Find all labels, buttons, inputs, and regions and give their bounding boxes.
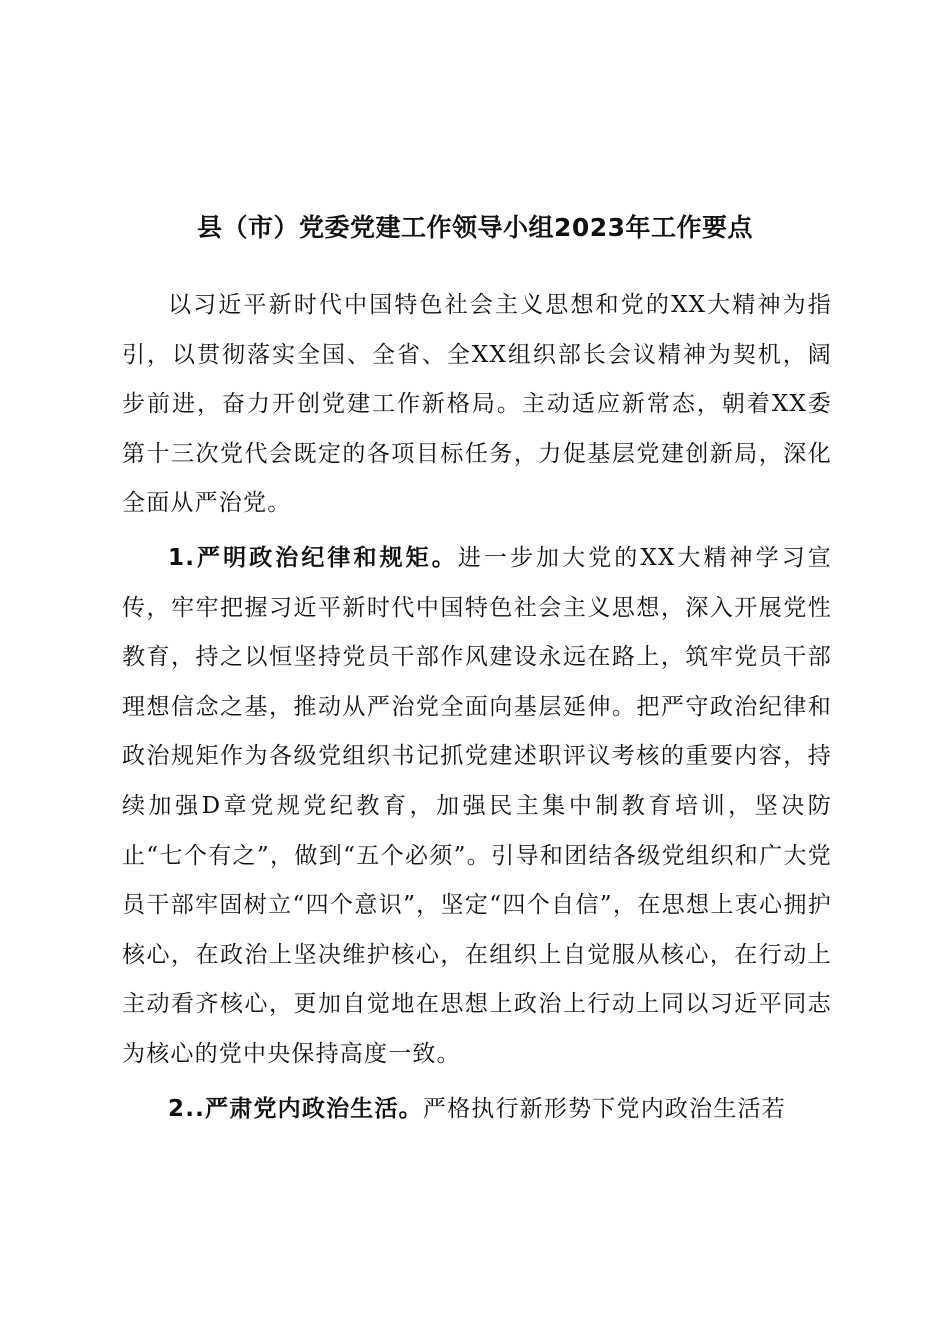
document-body bbox=[122, 281, 832, 1134]
section-1-paragraph bbox=[122, 534, 832, 1080]
paragraph-text: 以习近平新时代中国特色社会主义思想和党的XX大精神为指引，以贯彻落实全国、全省、全XX组织部长会议精神为契机，阔步前进，奋力开创党建工作新格局。主动适应新常态，朝着XX委第十三次党代会既定的各项目标任务，力促基层党建创新局，深化全面从严治党。 bbox=[122, 292, 832, 517]
document-title: 县（市）党委党建工作领导小组2023年工作要点 bbox=[196, 213, 754, 242]
section-2-heading: 2..严肃党内政治生活。 bbox=[168, 1095, 423, 1122]
intro-paragraph bbox=[122, 281, 832, 529]
section-1-heading: 1.严明政治纪律和规矩。 bbox=[168, 544, 458, 571]
paragraph-text: 进一步加大党的XX大精神学习宣传，牢牢把握习近平新时代中国特色社会主义思想，深入开展党性教育，持之以恒坚持党员干部作风建设永远在路上，筑牢党员干部理想信念之基，推动从严治党全面向基层延伸。把严守政治纪律和政治规矩作为各级党组织书记抓党建述职评议考核的重要内容，持续加强D章党规党纪教育，加强民主集中制教育培训，坚决防止“七个有之”，做到“五个必须”。引导和团结各级党组织和广大党员干部牢固树立“四个意识”，坚定“四个自信”，在思想上衷心拥护核心，在政治上坚决维护核心，在组织上自觉服从核心，在行动上主动看齐核心，更加自觉地在思想上政治上行动上同以习近平同志为核心的党中央保持高度一致。 bbox=[122, 544, 832, 1067]
section-2-paragraph bbox=[122, 1085, 832, 1135]
paragraph-text: 严格执行新形势下党内政治生活若 bbox=[422, 1095, 786, 1122]
